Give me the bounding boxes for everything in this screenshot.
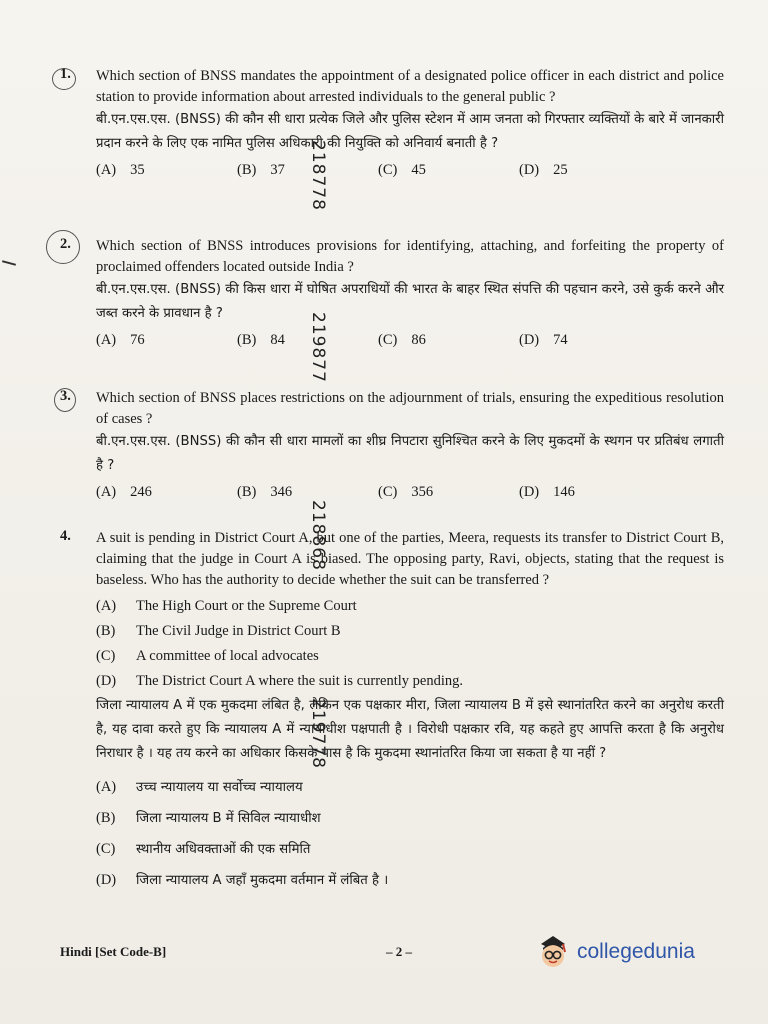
hindi-options xyxy=(96,772,724,896)
question-2 xyxy=(52,236,724,349)
options-row xyxy=(96,484,724,501)
question-text-english: A suit is pending in District Court A, but one of the parties, Meera, requests its transfer to District Court B, claiming that the judge in Court A is biased. The opposing party, Ravi, objects, stating that the request is baseless. Who has the authority to decide whether the suit can be transferred ? xyxy=(96,530,724,588)
watermark-number: 219778 xyxy=(308,698,328,769)
mascot-icon xyxy=(535,932,571,972)
option-d: (D) 146 xyxy=(519,484,575,500)
en-option-d: (D) The District Court A where the suit is currently pending. xyxy=(96,673,463,689)
option-b: (B) 346 xyxy=(237,484,293,500)
margin-mark xyxy=(2,260,16,266)
english-options xyxy=(96,594,724,694)
question-text-english: Which section of BNSS mandates the appointment of a designated police officer in each district and police station to provide information about arrested individuals to the general public ? xyxy=(96,68,724,105)
option-c: (C) 356 xyxy=(378,484,434,500)
logo-text: collegedunia xyxy=(577,940,695,963)
hi-option-b: (B) जिला न्यायालय B में सिविल न्यायाधीश xyxy=(96,810,321,826)
question-4 xyxy=(52,528,724,896)
hi-option-a: (A) उच्च न्यायालय या सर्वोच्च न्यायालय xyxy=(96,779,303,795)
hi-option-d: (D) जिला न्यायालय A जहाँ मुकदमा वर्तमान में लंबित है । xyxy=(96,872,389,888)
question-number: 1. xyxy=(60,66,71,82)
watermark-number: 219877 xyxy=(308,312,328,383)
watermark-number: 218778 xyxy=(308,140,328,211)
question-text-hindi: बी.एन.एस.एस. (BNSS) की किस धारा में घोषित अपराधियों की भारत के बाहर स्थित संपत्ति की पहचान करने, उसे कुर्क करने और जब्त करने के प्रावधान है ? xyxy=(96,282,724,321)
question-text-hindi: बी.एन.एस.एस. (BNSS) की कौन सी धारा मामलों का शीघ्र निपटारा सुनिश्चित करने के लिए मुकदमों के स्थगन पर प्रतिबंध लगाती है ? xyxy=(96,434,724,473)
en-option-a: (A) The High Court or the Supreme Court xyxy=(96,598,357,614)
en-option-c: (C) A committee of local advocates xyxy=(96,648,319,664)
question-text-hindi: जिला न्यायालय A में एक मुकदमा लंबित है, लेकिन एक पक्षकार मीरा, जिला न्यायालय B में इसे स्थानांतरित करने का अनुरोध करती है, यह दावा करते हुए कि न्यायालय A में न्यायाधीश पक्षपाती है । विरोधी पक्षकार रवि, यह कहते हुए आपत्ति करता है कि अनुरोध निराधार है । यह तय करने का अधिकार किसके पास है कि मुकदमा स्थानांतरित किया जा सकता है या नहीं ? xyxy=(96,698,724,761)
en-option-b: (B) The Civil Judge in District Court B xyxy=(96,623,341,639)
question-text-english: Which section of BNSS places restrictions on the adjournment of trials, ensuring the expeditious resolution of cases ? xyxy=(96,390,724,427)
option-b: (B) 84 xyxy=(237,332,285,348)
option-a: (A) 76 xyxy=(96,332,145,348)
hi-option-c: (C) स्थानीय अधिवक्ताओं की एक समिति xyxy=(96,841,311,857)
option-d: (D) 74 xyxy=(519,332,568,348)
option-d: (D) 25 xyxy=(519,162,568,178)
question-text-hindi: बी.एन.एस.एस. (BNSS) की कौन सी धारा प्रत्येक जिले और पुलिस स्टेशन में आम जनता को गिरफ्तार व्यक्तियों के बारे में जानकारी प्रदान करने के लिए एक नामित पुलिस अधिकारी की नियुक्ति को अनिवार्य बनाती है ? xyxy=(96,112,724,151)
question-number: 4. xyxy=(60,528,71,544)
watermark-number: 218868 xyxy=(308,500,328,571)
collegedunia-logo xyxy=(535,932,695,972)
question-number: 2. xyxy=(60,236,71,252)
option-c: (C) 45 xyxy=(378,162,426,178)
page-number: – 2 – xyxy=(386,944,412,959)
options-row xyxy=(96,332,724,349)
question-text-english: Which section of BNSS introduces provisions for identifying, attaching, and forfeiting the property of proclaimed offenders located outside India ? xyxy=(96,238,724,275)
option-a: (A) 246 xyxy=(96,484,152,500)
option-a: (A) 35 xyxy=(96,162,145,178)
option-c: (C) 86 xyxy=(378,332,426,348)
option-b: (B) 37 xyxy=(237,162,285,178)
question-3 xyxy=(52,388,724,501)
set-code: Hindi [Set Code-B] xyxy=(60,944,167,959)
options-row xyxy=(96,162,724,179)
question-number: 3. xyxy=(60,388,71,404)
question-1 xyxy=(52,66,724,179)
